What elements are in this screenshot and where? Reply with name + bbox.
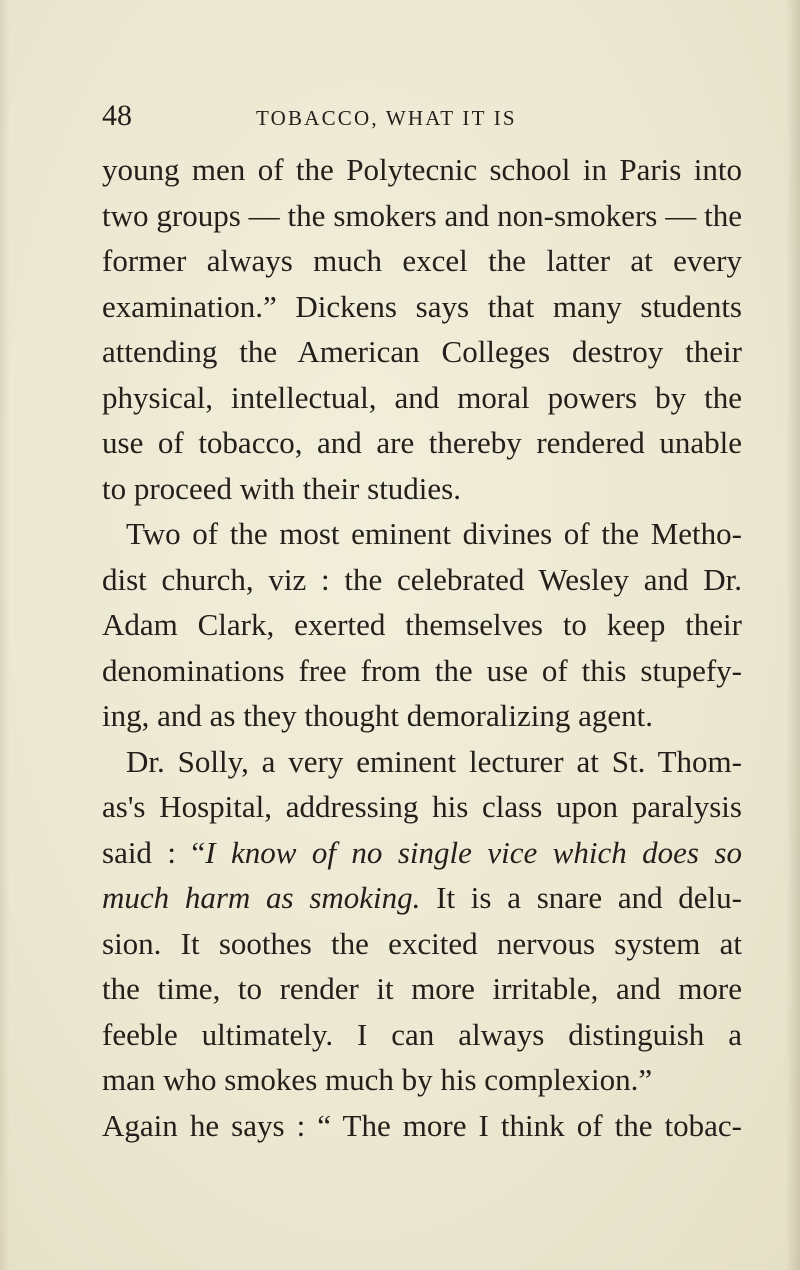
text-line: two groups — the smokers and non-smokers — the bbox=[102, 197, 742, 233]
paragraph-start-line: Two of the most eminent divines of the Metho- bbox=[126, 516, 742, 551]
text-line: ing, and as they thought demoralizing agent. bbox=[102, 698, 653, 733]
page-header bbox=[102, 96, 742, 136]
text-line: use of tobacco, and are thereby rendered unable bbox=[102, 425, 742, 460]
italic-quote: I know of no single vice which does so bbox=[205, 834, 743, 870]
quote-continuation: It is a snare and delu- bbox=[420, 880, 742, 915]
text-line-with-quote bbox=[102, 830, 742, 876]
text-line: the time, to render it more irritable, and more bbox=[102, 971, 742, 1006]
text-line: former always much excel the latter at every bbox=[102, 243, 742, 278]
body-text bbox=[102, 147, 742, 1148]
text-line: dist church, viz : the celebrated Wesley and Dr. bbox=[102, 561, 742, 597]
page-number: 48 bbox=[102, 99, 132, 132]
text-line-with-quote bbox=[102, 875, 742, 921]
text-line: denominations free from the use of this stupefy- bbox=[102, 652, 742, 688]
text-line: Again he says : “ The more I think of the tobac- bbox=[102, 1107, 742, 1143]
text-line: examination.” Dickens says that many students bbox=[102, 288, 742, 324]
page-shadow-right bbox=[786, 0, 800, 1270]
text-line: physical, intellectual, and moral powers by the bbox=[102, 379, 742, 415]
italic-quote: much harm as smoking. bbox=[102, 880, 421, 915]
text-line: attending the American Colleges destroy their bbox=[102, 334, 742, 369]
text-line: as's Hospital, addressing his class upon paralysis bbox=[102, 789, 742, 824]
text-line: young men of the Polytecnic school in Paris into bbox=[102, 152, 742, 187]
text-line: feeble ultimately. I can always distinguish a bbox=[102, 1016, 742, 1052]
paragraph-start-line: Dr. Solly, a very eminent lecturer at St. Thom- bbox=[126, 743, 742, 779]
text-line: sion. It soothes the excited nervous system at bbox=[102, 925, 742, 961]
text-line: man who smokes much by his complexion.” bbox=[102, 1062, 653, 1097]
text-line: Adam Clark, exerted themselves to keep their bbox=[102, 607, 742, 642]
text-line: to proceed with their studies. bbox=[102, 470, 461, 506]
running-head: TOBACCO, WHAT IT IS bbox=[256, 106, 517, 130]
quote-intro: said : “ bbox=[102, 834, 206, 870]
page-shadow-left bbox=[0, 0, 10, 1270]
